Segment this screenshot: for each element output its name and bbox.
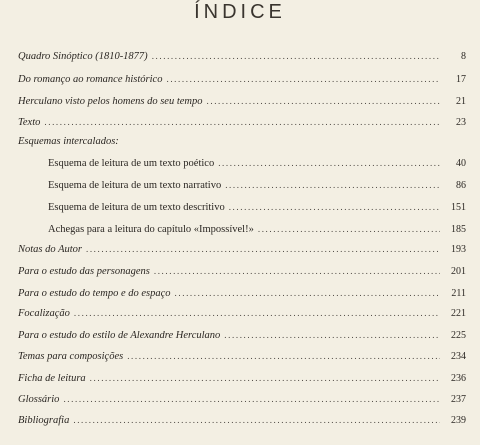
toc-entry [18, 327, 466, 343]
toc-entry-page: 236 [451, 373, 466, 384]
toc-entry-label: Herculano visto pelos homens do seu tempo [18, 96, 203, 107]
dot-leader [258, 221, 440, 237]
dot-leader [86, 241, 440, 257]
toc-entry [18, 305, 466, 321]
dot-leader [127, 348, 440, 364]
dot-leader [154, 263, 440, 279]
toc-entry-page: 23 [456, 117, 466, 128]
dot-leader [207, 93, 441, 109]
toc-entry-label: Achegas para a leitura do capítulo «Impossível!» [48, 224, 254, 235]
toc-entry-label: Esquema de leitura de um texto narrativo [48, 180, 222, 191]
toc-entry [18, 71, 466, 87]
page-title: ÍNDICE [194, 1, 286, 23]
toc-entry-label: Temas para composições [18, 351, 124, 362]
dot-leader [44, 114, 440, 130]
toc-entry-label: Notas do Autor [18, 244, 82, 255]
toc-entry [18, 391, 466, 407]
toc-entry-label: Para o estudo das personagens [18, 266, 150, 277]
toc-sub-entry [48, 199, 466, 215]
dot-leader [175, 285, 440, 301]
dot-leader [74, 305, 440, 321]
toc-entry-page: 237 [451, 394, 466, 405]
toc-entry-page: 8 [461, 51, 466, 62]
toc-entry-label: Bibliografia [18, 415, 70, 426]
dot-leader [90, 370, 440, 386]
dot-leader [225, 177, 440, 193]
toc-entry-page: 201 [451, 266, 466, 277]
toc-entry-label: Esquema de leitura de um texto poético [48, 158, 215, 169]
intercalated-heading: Esquemas intercalados: [18, 136, 119, 147]
toc-entry-page: 239 [451, 415, 466, 426]
toc-entry-label: Glossário [18, 394, 60, 405]
toc-entry-label: Do romanço ao romance histórico [18, 74, 163, 85]
toc-sub-entry [48, 155, 466, 171]
toc-entry [18, 412, 466, 428]
toc-entry [18, 263, 466, 279]
toc-entry-label: Texto [18, 117, 41, 128]
toc-entry-label: Para o estudo do estilo de Alexandre Herculano [18, 330, 221, 341]
toc-entry [18, 348, 466, 364]
dot-leader [63, 391, 440, 407]
dot-leader [166, 71, 440, 87]
toc-entry-page: 193 [451, 244, 466, 255]
toc-entry-page: 86 [456, 180, 466, 191]
toc-entry-page: 225 [451, 330, 466, 341]
dot-leader [224, 327, 440, 343]
dot-leader [152, 48, 440, 64]
toc-entry-page: 17 [456, 74, 466, 85]
toc-entry [18, 370, 466, 386]
toc-sub-entry [48, 221, 466, 237]
toc-entry-label: Esquema de leitura de um texto descritivo [48, 202, 225, 213]
toc-entry [18, 241, 466, 257]
toc-entry-label: Focalização [18, 308, 70, 319]
toc-entry-page: 151 [451, 202, 466, 213]
toc-entry-page: 21 [456, 96, 466, 107]
toc-entry-page: 211 [451, 288, 466, 299]
toc-entry-page: 185 [451, 224, 466, 235]
toc-entry-page: 40 [456, 158, 466, 169]
toc-entry-label: Para o estudo do tempo e do espaço [18, 288, 171, 299]
toc-sub-entry [48, 177, 466, 193]
dot-leader [229, 199, 440, 215]
toc-entry [18, 48, 466, 64]
dot-leader [73, 412, 440, 428]
toc-entry [18, 114, 466, 130]
toc-entry [18, 93, 466, 109]
toc-entry-label: Ficha de leitura [18, 373, 86, 384]
toc-entry-page: 221 [451, 308, 466, 319]
toc-entry [18, 285, 466, 301]
dot-leader [218, 155, 440, 171]
toc-entry-label: Quadro Sinóptico (1810-1877) [18, 51, 148, 62]
toc-entry-page: 234 [451, 351, 466, 362]
